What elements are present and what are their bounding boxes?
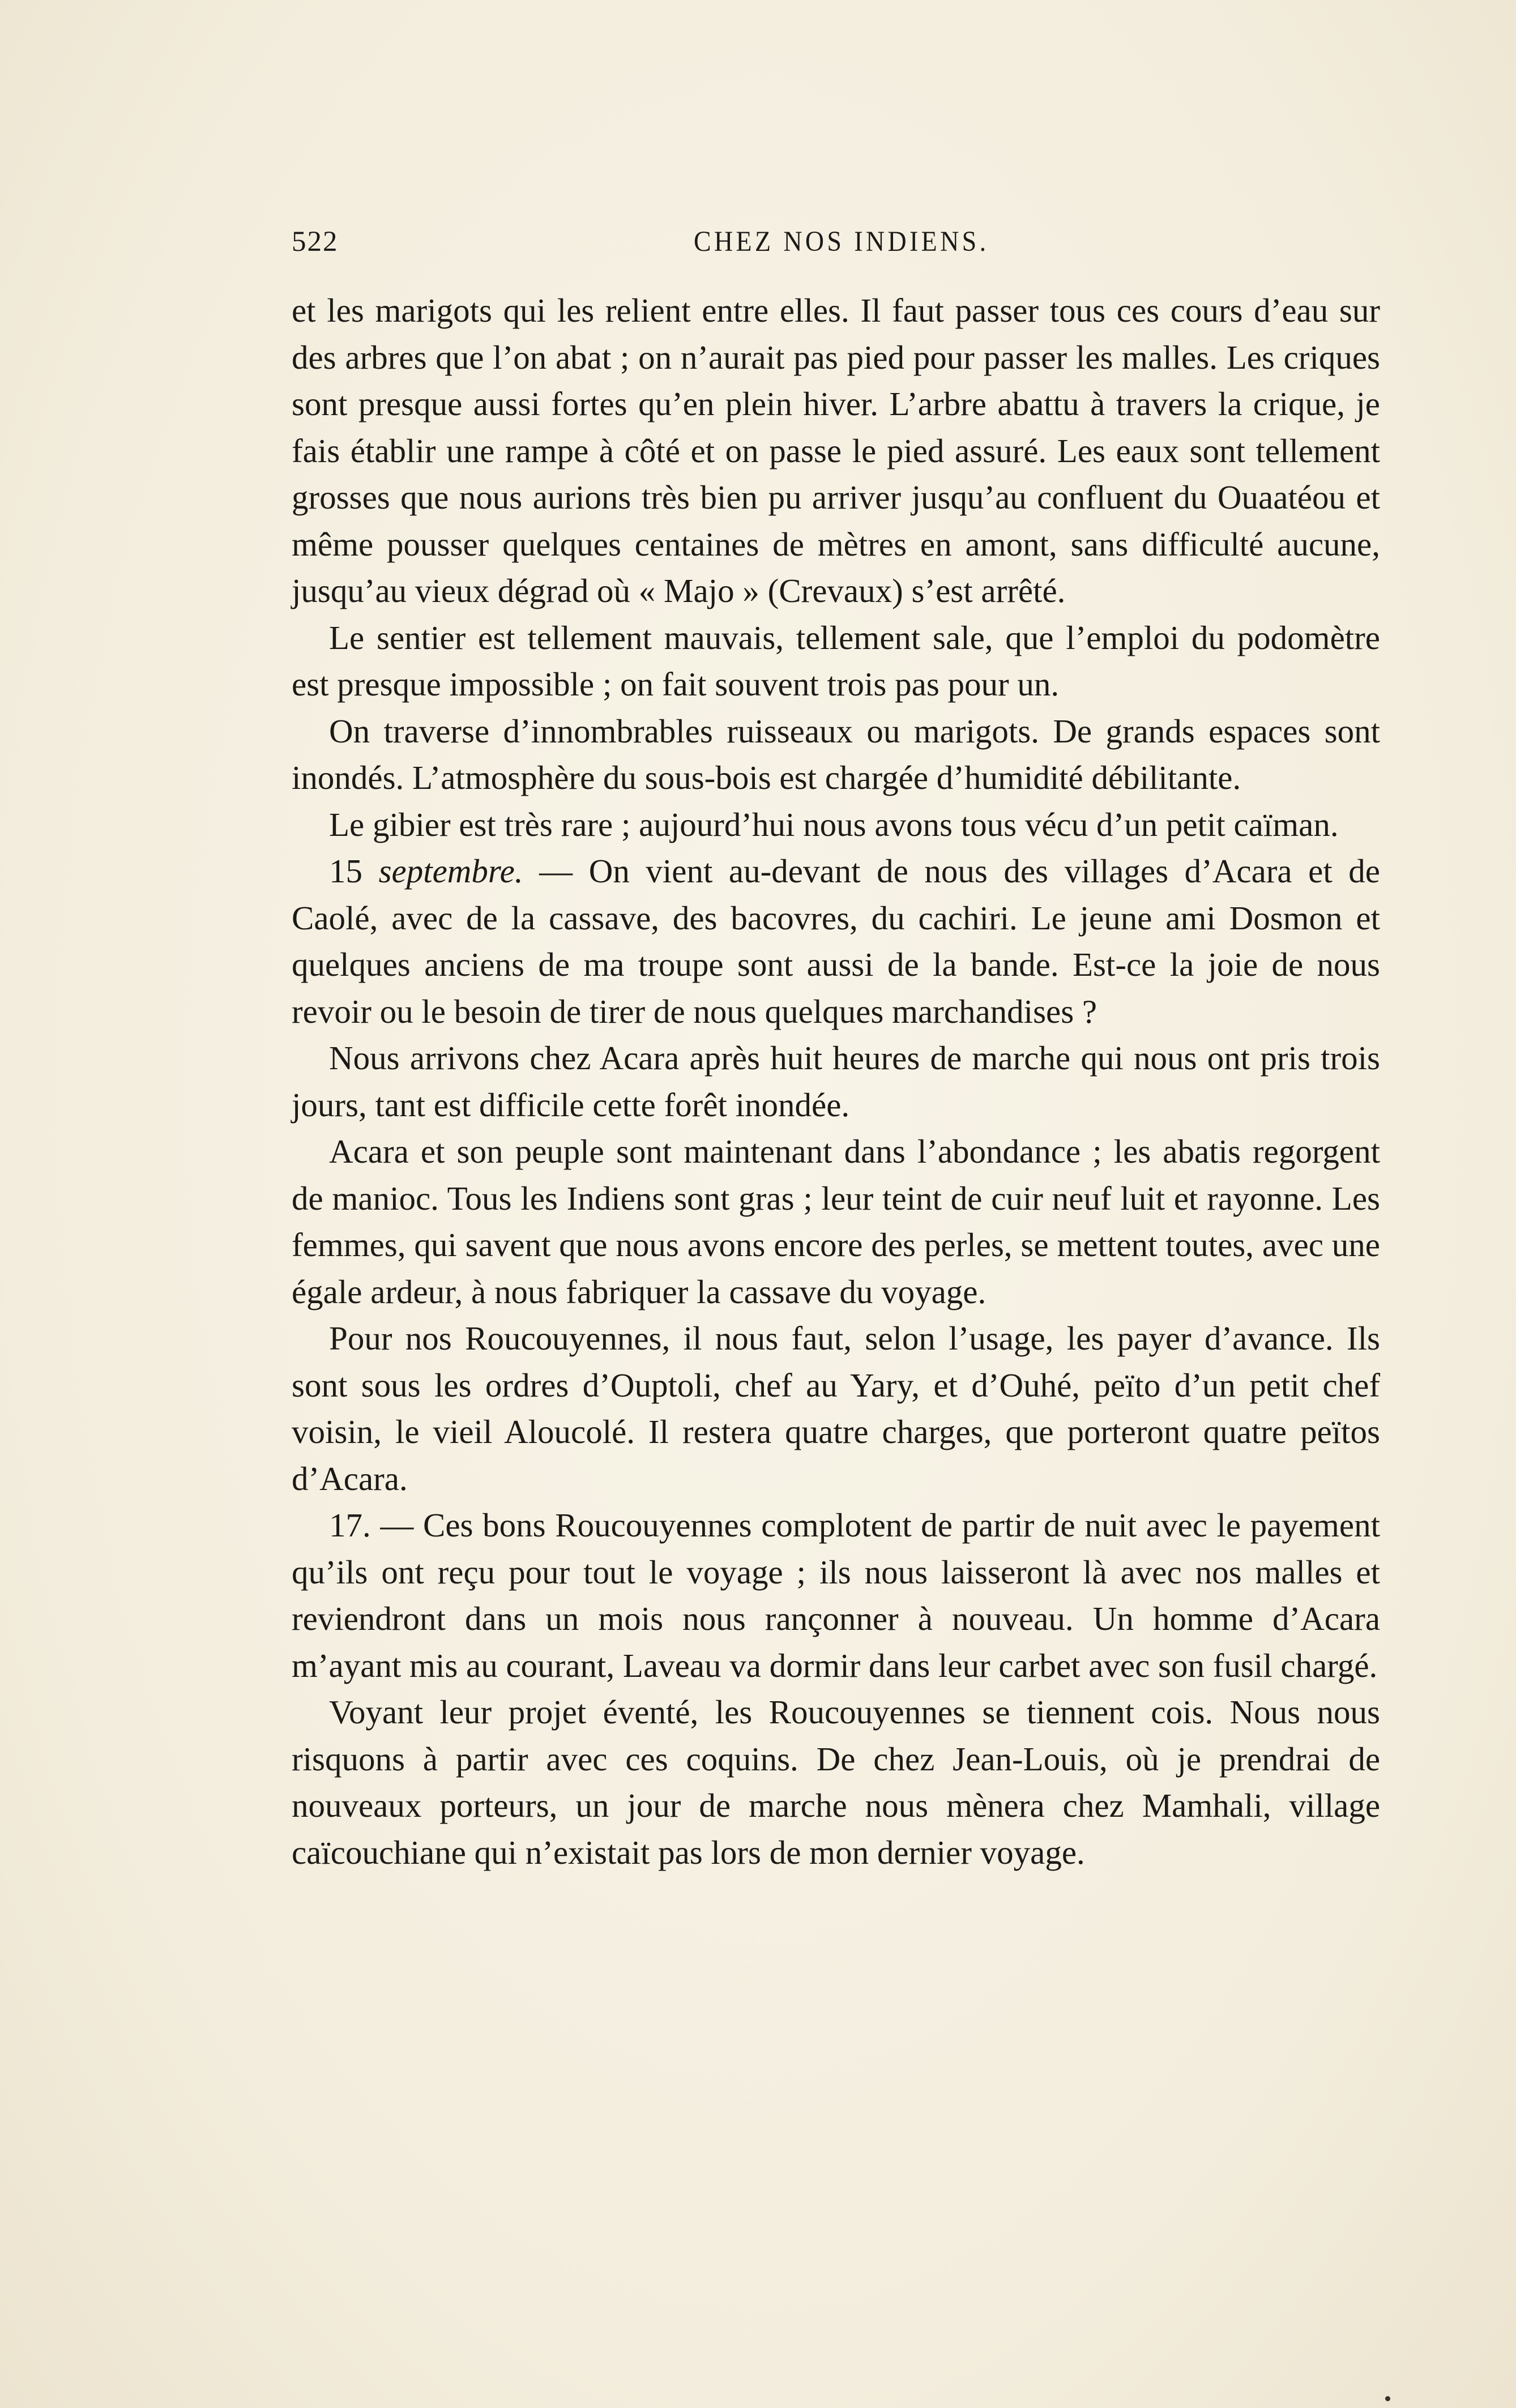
paragraph-8: Pour nos Roucouyennes, il nous faut, selon l’usage, les payer d’avance. Ils sont sous les ordres d’Ouptoli, chef au Yary, et d’Ouhé, peïto d’un petit chef voisin, le vieil Aloucolé. Il restera quatre charges, que porteront quatre peïtos d’Acara. [292, 1320, 1380, 1497]
paragraph-10: Voyant leur projet éventé, les Roucouyennes se tiennent cois. Nous nous risquons à partir avec ces coquins. De chez Jean-Louis, où je prendrai de nouveaux porteurs, un jour de marche nous mènera chez Mamhali, village caïcouchiane qui n’existait pas lors de mon dernier voyage. [292, 1693, 1380, 1871]
paragraph-4: Le gibier est très rare ; aujourd’hui nous avons tous vécu d’un petit caïman. [329, 805, 1339, 843]
paragraph-3: On traverse d’innombrables ruisseaux ou marigots. De grands espaces sont inondés. L’atmosphère du sous-bois est chargée d’humidité débilitante. [292, 712, 1380, 796]
body-text [292, 287, 1380, 1876]
paragraph-1: et les marigots qui les relient entre elles. Il faut passer tous ces cours d’eau sur des arbres que l’on abat ; on n’aurait pas pied pour passer les malles. Les criques sont presque aussi fortes qu’en plein hiver. L’arbre abattu à travers la crique, je fais établir une rampe à côté et on passe le pied assuré. Les eaux sont tellement grosses que nous aurions très bien pu arriver jusqu’au confluent du Ouaatéou et même pousser quelques centaines de mètres en amont, sans difficulté aucune, jusqu’au vieux dégrad où « Majo » (Crevaux) s’est arrêté. [292, 292, 1380, 609]
paragraph-7: Acara et son peuple sont maintenant dans l’abondance ; les abatis regorgent de manioc. Tous les Indiens sont gras ; leur teint de cuir neuf luit et rayonne. Les femmes, qui savent que nous avons encore des perles, se mettent toutes, avec une égale ardeur, à nous fabriquer la cassave du voyage. [292, 1133, 1380, 1310]
paragraph-5-text: — On vient au-devant de nous des villages d’Acara et de Caolé, avec de la cassave, des bacovres, du cachiri. Le jeune ami Dosmon et quelques anciens de ma troupe sont aussi de la bande. Est-ce la joie de nous revoir ou le besoin de tirer de nous quelques marchandises ? [292, 852, 1380, 1030]
page-header [292, 225, 1379, 271]
paragraph-2: Le sentier est tellement mauvais, tellement sale, que l’emploi du podomètre est presque impossible ; on fait souvent trois pas pour un. [292, 618, 1380, 703]
date-heading: septembre. [378, 852, 523, 890]
ink-speck [1385, 2396, 1390, 2401]
paragraph-5 [292, 848, 1380, 1035]
running-head: CHEZ NOS INDIENS. [694, 226, 989, 258]
paragraph-9: 17. — Ces bons Roucouyennes complotent de partir de nuit avec le payement qu’ils ont reçu pour tout le voyage ; ils nous laisseront là avec nos malles et reviendront dans un mois nous rançonner à nouveau. Un homme d’Acara m’ayant mis au courant, Laveau va dormir dans leur carbet avec son fusil chargé. [292, 1506, 1380, 1684]
date-day: 15 [329, 852, 379, 890]
paragraph-6: Nous arrivons chez Acara après huit heures de marche qui nous ont pris trois jours, tant est difficile cette forêt inondée. [292, 1039, 1380, 1124]
page-number: 522 [292, 226, 339, 258]
